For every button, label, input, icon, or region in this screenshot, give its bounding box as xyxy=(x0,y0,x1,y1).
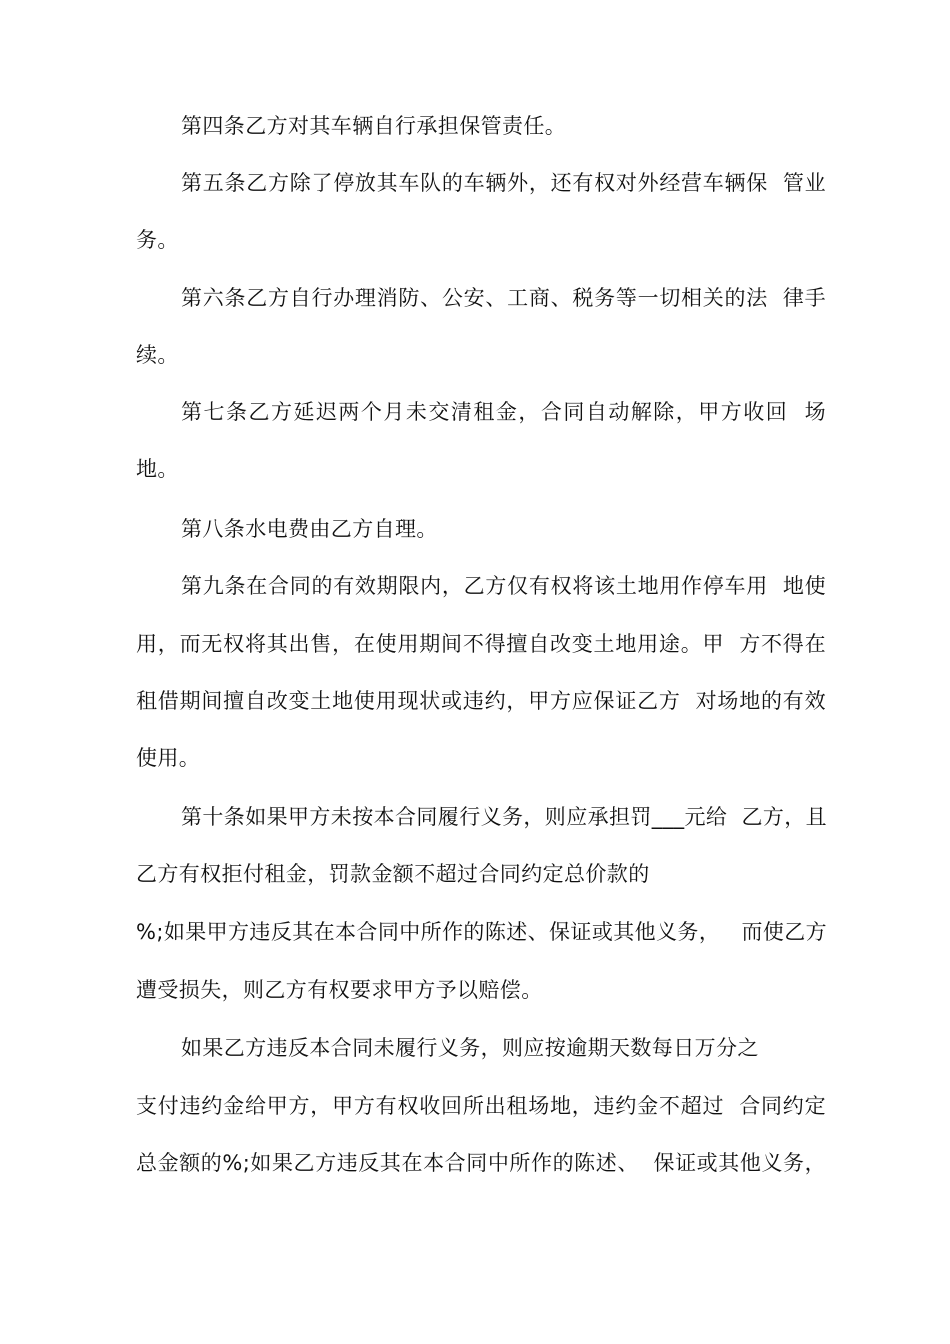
article-5-line-1: 第五条乙方除了停放其车队的车辆外，还有权对外经营车辆保 管业 xyxy=(181,171,826,195)
article-4-line-1: 第四条乙方对其车辆自行承担保管责任。 xyxy=(181,114,567,138)
article-10-line-4: 遭受损失，则乙方有权要求甲方予以赔偿。 xyxy=(136,978,543,1002)
article-10-line-3: %;如果甲方违反其在本合同中所作的陈述、保证或其他义务， 而使乙方 xyxy=(136,920,828,944)
article-9-line-3: 租借期间擅自改变土地使用现状或违约，甲方应保证乙方 对场地的有效 xyxy=(136,689,826,713)
clause-breach-line-2: 支付违约金给甲方，甲方有权收回所出租场地，违约金不超过 合同约定 xyxy=(136,1094,826,1118)
clause-breach-line-3: 总金额的%;如果乙方违反其在本合同中所作的陈述、 保证或其他义务， xyxy=(136,1151,826,1175)
article-6-line-2: 续。 xyxy=(136,343,179,367)
article-6-line-1: 第六条乙方自行办理消防、公安、工商、税务等一切相关的法 律手 xyxy=(181,286,826,310)
article-5-line-2: 务。 xyxy=(136,228,179,252)
article-7-line-1: 第七条乙方延迟两个月未交清租金，合同自动解除，甲方收回 场 xyxy=(181,400,826,424)
article-9-line-4: 使用。 xyxy=(136,746,201,770)
article-9-line-1: 第九条在合同的有效期限内，乙方仅有权将该土地用作停车用 地使 xyxy=(181,574,826,598)
clause-breach-line-1: 如果乙方违反本合同未履行义务，则应按逾期天数每日万分之 xyxy=(181,1036,759,1060)
article-10-line-1: 第十条如果甲方未按本合同履行义务，则应承担罚___元给 乙方，且 xyxy=(181,805,828,829)
article-9-line-2: 用，而无权将其出售，在使用期间不得擅自改变土地用途。甲 方不得在 xyxy=(136,632,826,656)
article-8-line-1: 第八条水电费由乙方自理。 xyxy=(181,517,438,541)
article-10-line-2: 乙方有权拒付租金，罚款金额不超过合同约定总价款的 xyxy=(136,862,650,886)
article-7-line-2: 地。 xyxy=(136,457,179,481)
